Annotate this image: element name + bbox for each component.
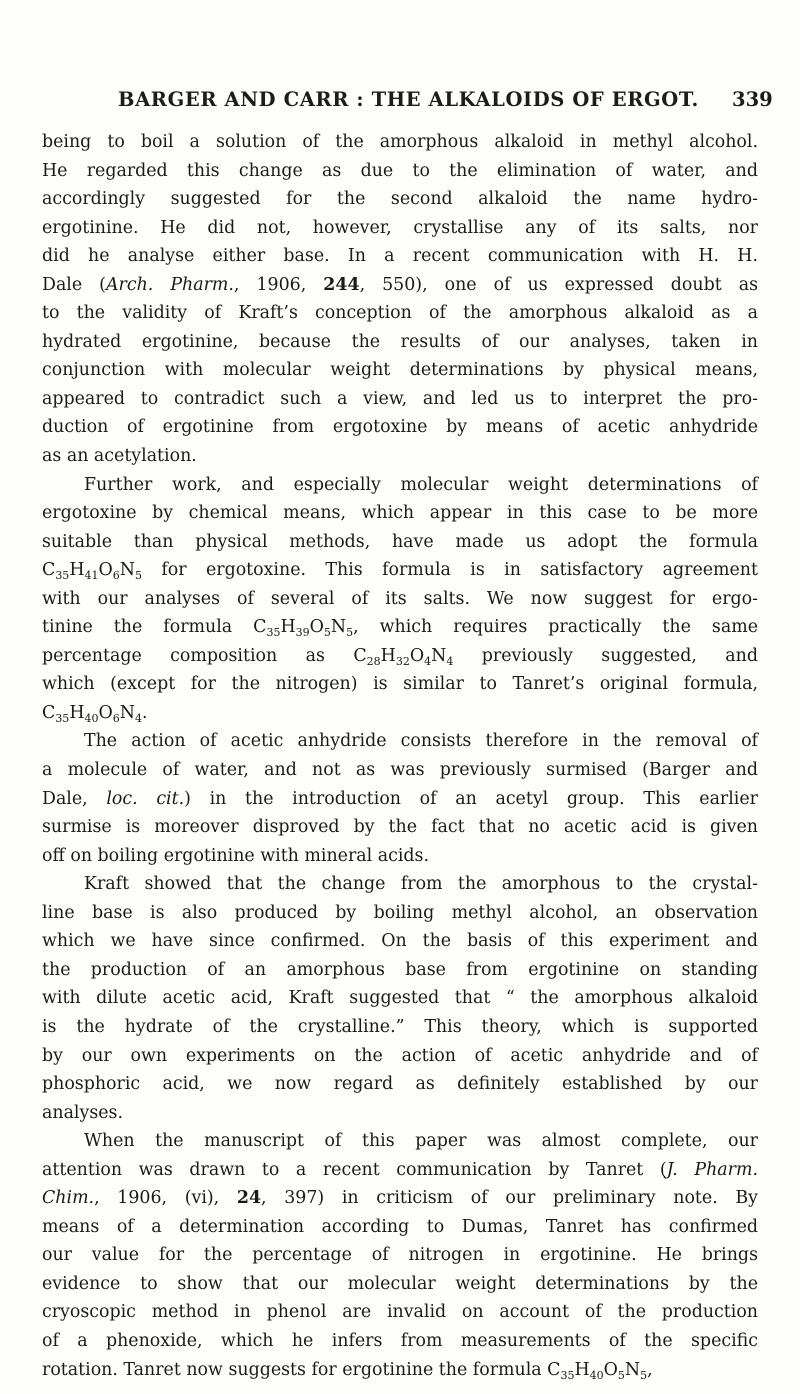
text-line: by our own experiments on the action of acetic anhydride and of bbox=[42, 1045, 758, 1066]
text-line: attention was drawn to a recent communication by Tanret (J. Pharm. bbox=[42, 1159, 758, 1180]
text-line: ergotoxine by chemical means, which appear in this case to be more bbox=[42, 503, 758, 524]
text-line: He regarded this change as due to the elimination of water, and bbox=[42, 160, 758, 181]
text-line: Chim., 1906, (vi), 24, 397) in criticism of our preliminary note. By bbox=[42, 1188, 758, 1209]
text-line: Dale, loc. cit.) in the introduction of an acetyl group. This earlier bbox=[42, 788, 758, 809]
text-line: ergotinine. He did not, however, crystallise any of its salts, nor bbox=[42, 217, 758, 238]
running-head: BARGER AND CARR : THE ALKALOIDS OF ERGOT. bbox=[118, 88, 699, 111]
text-line: line base is also produced by boiling methyl alcohol, an observation bbox=[42, 902, 758, 923]
paragraph bbox=[42, 1127, 758, 1384]
text-line: a molecule of water, and not as was previously surmised (Barger and bbox=[42, 760, 758, 781]
text-line: which (except for the nitrogen) is similar to Tanret’s original formula, bbox=[42, 674, 758, 695]
text-line: as an acetylation. bbox=[42, 446, 197, 467]
text-line: appeared to contradict such a view, and led us to interpret the pro- bbox=[42, 388, 758, 409]
text-line: to the validity of Kraft’s conception of the amorphous alkaloid as a bbox=[42, 303, 758, 324]
text-line: accordingly suggested for the second alkaloid the name hydro- bbox=[42, 189, 758, 210]
paragraph bbox=[42, 727, 758, 870]
text-line: Dale (Arch. Pharm., 1906, 244, 550), one of us expressed doubt as bbox=[42, 274, 758, 295]
text-line: phosphoric acid, we now regard as definitely established by our bbox=[42, 1074, 758, 1095]
text-line: analyses. bbox=[42, 1102, 123, 1123]
text-line: the production of an amorphous base from ergotinine on standing bbox=[42, 959, 758, 980]
body-text bbox=[42, 128, 758, 1384]
text-line: $C_{35}H_{40}O_6N_4$. bbox=[42, 702, 148, 725]
page-number: 339 bbox=[732, 88, 773, 111]
text-line: conjunction with molecular weight determinations by physical means, bbox=[42, 360, 758, 381]
text-line: is the hydrate of the crystalline.” This theory, which is supported bbox=[42, 1016, 758, 1037]
text-line: surmise is moreover disproved by the fact that no acetic acid is given bbox=[42, 817, 758, 838]
text-line: tinine the formula $C_{35}H_{39}O_5N_5$, which requires practically the same bbox=[42, 617, 758, 640]
text-line: off on boiling ergotinine with mineral acids. bbox=[42, 845, 429, 866]
text-line: rotation. Tanret now suggests for ergotinine the formula $C_{35}H_{40}O_5N_5$, bbox=[42, 1359, 653, 1382]
text-line: cryoscopic method in phenol are invalid on account of the production bbox=[42, 1302, 758, 1323]
text-line: percentage composition as $C_{28}H_{32}O_4N_4$ previously suggested, and bbox=[42, 645, 758, 668]
text-line: our value for the percentage of nitrogen in ergotinine. He brings bbox=[42, 1245, 758, 1266]
text-line: with dilute acetic acid, Kraft suggested that “ the amorphous alkaloid bbox=[42, 988, 758, 1009]
text-line: with our analyses of several of its salts. We now suggest for ergo- bbox=[42, 588, 758, 609]
paragraph bbox=[42, 128, 758, 471]
text-line: being to boil a solution of the amorphous alkaloid in methyl alcohol. bbox=[42, 132, 758, 152]
text-line: hydrated ergotinine, because the results of our analyses, taken in bbox=[42, 331, 758, 352]
text-line: The action of acetic anhydride consists therefore in the removal of bbox=[84, 731, 758, 752]
text-line: which we have since confirmed. On the basis of this experiment and bbox=[42, 931, 758, 952]
text-line: duction of ergotinine from ergotoxine by means of acetic anhydride bbox=[42, 417, 758, 438]
text-line: Kraft showed that the change from the amorphous to the crystal- bbox=[84, 874, 758, 895]
text-line: $C_{35}H_{41}O_6N_5$ for ergotoxine. This formula is in satisfactory agreement bbox=[42, 560, 758, 583]
text-line: suitable than physical methods, have made us adopt the formula bbox=[42, 531, 758, 552]
text-line: did he analyse either base. In a recent communication with H. H. bbox=[42, 246, 758, 267]
paragraph bbox=[42, 870, 758, 1127]
paragraph bbox=[42, 471, 758, 728]
text-line: Further work, and especially molecular weight determinations of bbox=[84, 474, 758, 495]
text-line: means of a determination according to Dumas, Tanret has confirmed bbox=[42, 1216, 758, 1237]
text-line: evidence to show that our molecular weight determinations by the bbox=[42, 1273, 758, 1294]
text-line: When the manuscript of this paper was almost complete, our bbox=[84, 1131, 758, 1152]
text-line: of a phenoxide, which he infers from measurements of the specific bbox=[42, 1330, 758, 1351]
